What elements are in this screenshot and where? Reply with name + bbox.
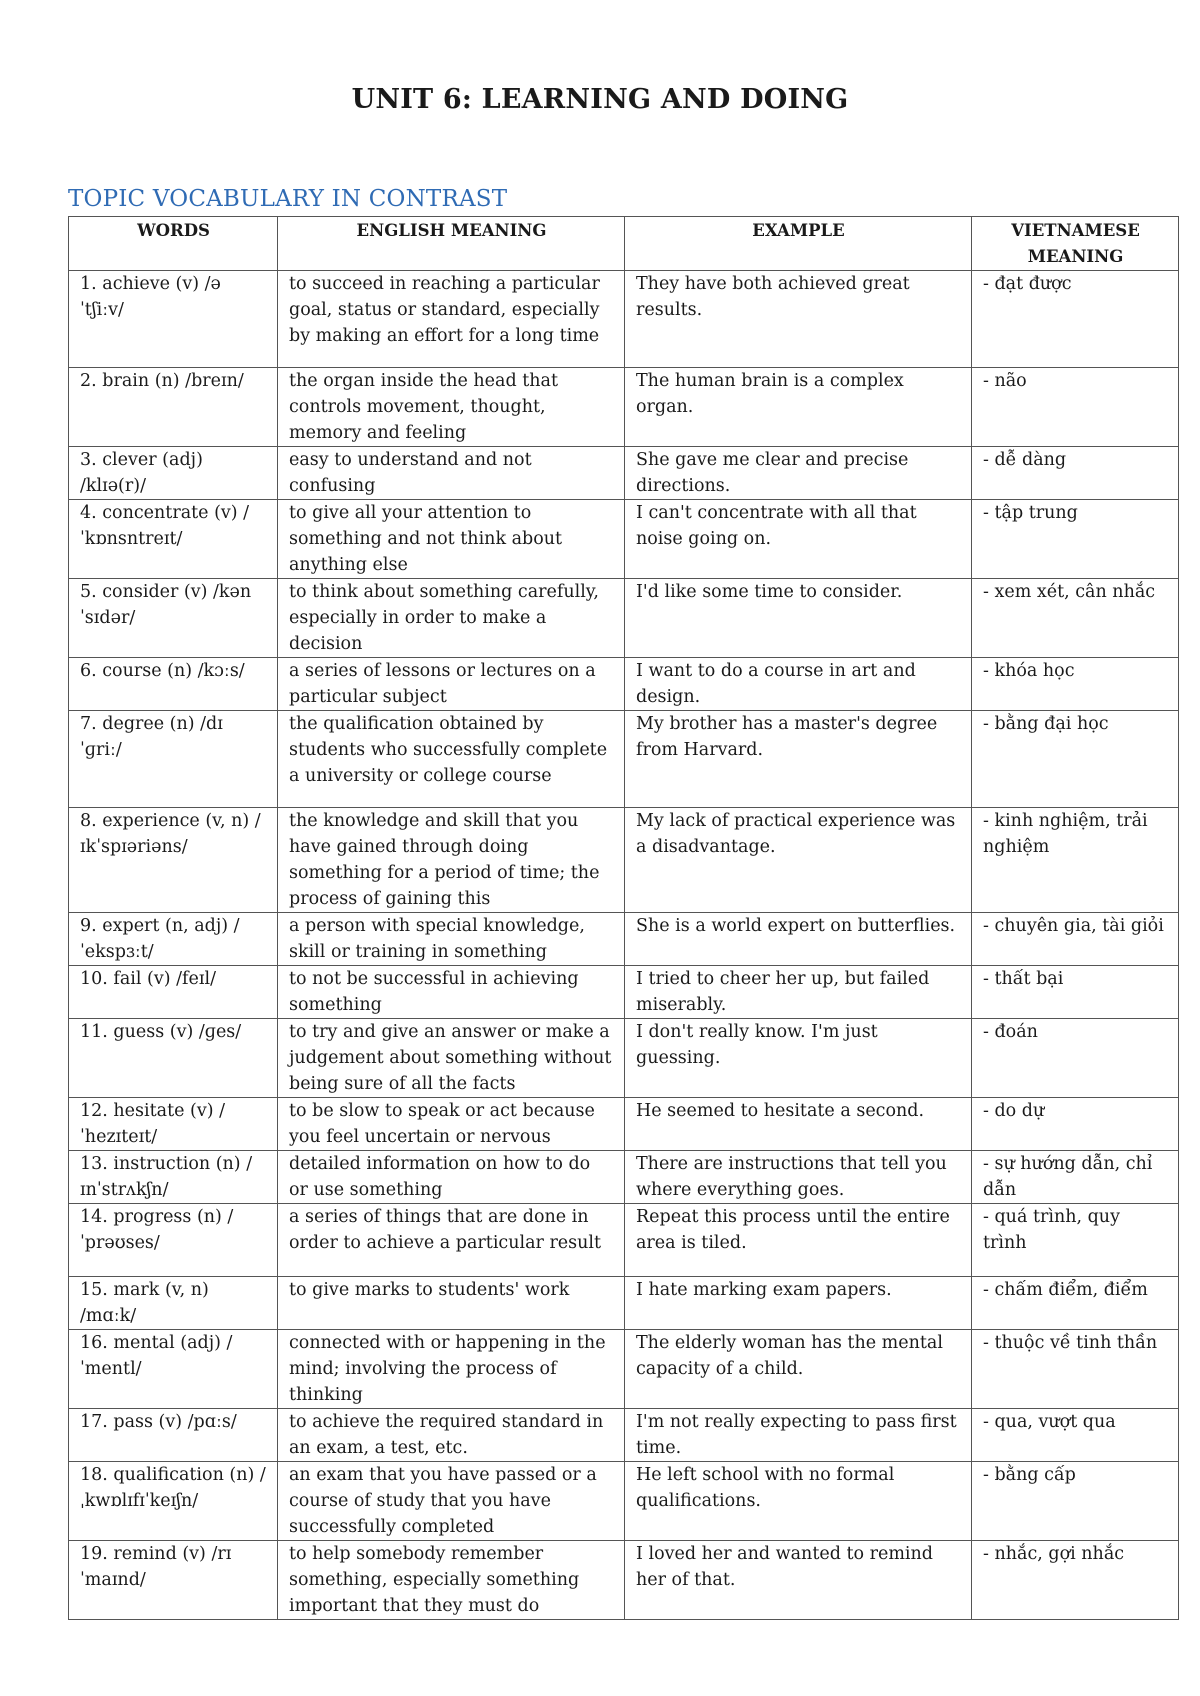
vietnamese-cell: - bằng đại học [972, 711, 1179, 808]
vietnamese-cell: - khóa học [972, 658, 1179, 711]
header-example: EXAMPLE [625, 217, 972, 271]
example-cell: They have both achieved great results. [625, 271, 972, 368]
table-header-row [69, 217, 1179, 271]
vietnamese-cell: - kinh nghiệm, trải nghiệm [972, 808, 1179, 913]
header-words: WORDS [69, 217, 278, 271]
word-cell: 7. degree (n) /dɪ ˈɡriː/ [69, 711, 278, 808]
example-cell: I tried to cheer her up, but failed miserably. [625, 966, 972, 1019]
meaning-cell: a series of lessons or lectures on a particular subject [278, 658, 625, 711]
meaning-cell: connected with or happening in the mind; involving the process of thinking [278, 1330, 625, 1409]
example-cell: He left school with no formal qualifications. [625, 1462, 972, 1541]
vietnamese-cell: - xem xét, cân nhắc [972, 579, 1179, 658]
word-cell: 2. brain (n) /breɪn/ [69, 368, 278, 447]
word-cell: 6. course (n) /kɔːs/ [69, 658, 278, 711]
vietnamese-cell: - thất bại [972, 966, 1179, 1019]
vietnamese-cell: - quá trình, quy trình [972, 1204, 1179, 1277]
page-title: UNIT 6: LEARNING AND DOING [351, 84, 849, 115]
meaning-cell: to be slow to speak or act because you feel uncertain or nervous [278, 1098, 625, 1151]
meaning-cell: a series of things that are done in order to achieve a particular result [278, 1204, 625, 1277]
example-cell: I don't really know. I'm just guessing. [625, 1019, 972, 1098]
meaning-cell: to not be successful in achieving something [278, 966, 625, 1019]
table-row [69, 1151, 1179, 1204]
meaning-cell: the qualification obtained by students who successfully complete a university or college course [278, 711, 625, 808]
example-cell: He seemed to hesitate a second. [625, 1098, 972, 1151]
meaning-cell: to think about something carefully, especially in order to make a decision [278, 579, 625, 658]
example-cell: I loved her and wanted to remind her of that. [625, 1541, 972, 1620]
meaning-cell: to achieve the required standard in an exam, a test, etc. [278, 1409, 625, 1462]
example-cell: I hate marking exam papers. [625, 1277, 972, 1330]
table-row [69, 711, 1179, 808]
vietnamese-cell: - thuộc về tinh thần [972, 1330, 1179, 1409]
word-cell: 9. expert (n, adj) /ˈekspɜːt/ [69, 913, 278, 966]
vocabulary-table [68, 216, 1179, 1620]
word-cell: 3. clever (adj) /klɪə(r)/ [69, 447, 278, 500]
vietnamese-cell: - đạt được [972, 271, 1179, 368]
example-cell: I'd like some time to consider. [625, 579, 972, 658]
meaning-cell: easy to understand and not confusing [278, 447, 625, 500]
vietnamese-cell: - do dự [972, 1098, 1179, 1151]
vietnamese-cell: - sự hướng dẫn, chỉ dẫn [972, 1151, 1179, 1204]
example-cell: I can't concentrate with all that noise going on. [625, 500, 972, 579]
meaning-cell: an exam that you have passed or a course of study that you have successfully completed [278, 1462, 625, 1541]
word-cell: 10. fail (v) /feɪl/ [69, 966, 278, 1019]
table-row [69, 1204, 1179, 1277]
word-cell: 8. experience (v, n) /ɪkˈspɪəriəns/ [69, 808, 278, 913]
meaning-cell: the knowledge and skill that you have gained through doing something for a period of time; the process of gaining this [278, 808, 625, 913]
meaning-cell: to give marks to students' work [278, 1277, 625, 1330]
vietnamese-cell: - đoán [972, 1019, 1179, 1098]
table-row [69, 1277, 1179, 1330]
word-cell: 17. pass (v) /pɑːs/ [69, 1409, 278, 1462]
header-vietnamese-meaning: VIETNAMESE MEANING [972, 217, 1179, 271]
table-row [69, 913, 1179, 966]
table-row [69, 1409, 1179, 1462]
table-row [69, 1098, 1179, 1151]
table-row [69, 579, 1179, 658]
word-cell: 11. guess (v) /ɡes/ [69, 1019, 278, 1098]
table-row [69, 447, 1179, 500]
table-row [69, 1330, 1179, 1409]
table-row [69, 966, 1179, 1019]
word-cell: 14. progress (n) /ˈprəʊses/ [69, 1204, 278, 1277]
meaning-cell: to succeed in reaching a particular goal, status or standard, especially by making an effort for a long time [278, 271, 625, 368]
example-cell: I want to do a course in art and design. [625, 658, 972, 711]
vietnamese-cell: - chuyên gia, tài giỏi [972, 913, 1179, 966]
vietnamese-cell: - bằng cấp [972, 1462, 1179, 1541]
vietnamese-cell: - nhắc, gợi nhắc [972, 1541, 1179, 1620]
example-cell: My lack of practical experience was a disadvantage. [625, 808, 972, 913]
word-cell: 16. mental (adj) /ˈmentl/ [69, 1330, 278, 1409]
meaning-cell: a person with special knowledge, skill or training in something [278, 913, 625, 966]
meaning-cell: to help somebody remember something, especially something important that they must do [278, 1541, 625, 1620]
section-heading: TOPIC VOCABULARY IN CONTRAST [68, 186, 508, 212]
example-cell: The elderly woman has the mental capacity of a child. [625, 1330, 972, 1409]
meaning-cell: to try and give an answer or make a judgement about something without being sure of all the facts [278, 1019, 625, 1098]
meaning-cell: to give all your attention to something and not think about anything else [278, 500, 625, 579]
table-row [69, 658, 1179, 711]
example-cell: She is a world expert on butterflies. [625, 913, 972, 966]
vietnamese-cell: - chấm điểm, điểm [972, 1277, 1179, 1330]
header-english-meaning: ENGLISH MEANING [278, 217, 625, 271]
example-cell: The human brain is a complex organ. [625, 368, 972, 447]
vietnamese-cell: - dễ dàng [972, 447, 1179, 500]
example-cell: She gave me clear and precise directions. [625, 447, 972, 500]
word-cell: 1. achieve (v) /ə ˈtʃiːv/ [69, 271, 278, 368]
word-cell: 5. consider (v) /kənˈsɪdər/ [69, 579, 278, 658]
table-row [69, 1541, 1179, 1620]
meaning-cell: the organ inside the head that controls movement, thought, memory and feeling [278, 368, 625, 447]
table-row [69, 1462, 1179, 1541]
table-row [69, 271, 1179, 368]
example-cell: There are instructions that tell you where everything goes. [625, 1151, 972, 1204]
meaning-cell: detailed information on how to do or use something [278, 1151, 625, 1204]
table-row [69, 808, 1179, 913]
word-cell: 4. concentrate (v) /ˈkɒnsntreɪt/ [69, 500, 278, 579]
word-cell: 13. instruction (n) /ɪnˈstrʌkʃn/ [69, 1151, 278, 1204]
vietnamese-cell: - não [972, 368, 1179, 447]
word-cell: 12. hesitate (v) /ˈhezɪteɪt/ [69, 1098, 278, 1151]
word-cell: 19. remind (v) /rɪ ˈmaɪnd/ [69, 1541, 278, 1620]
example-cell: My brother has a master's degree from Harvard. [625, 711, 972, 808]
table-row [69, 1019, 1179, 1098]
vietnamese-cell: - tập trung [972, 500, 1179, 579]
table-row [69, 368, 1179, 447]
table-row [69, 500, 1179, 579]
word-cell: 18. qualification (n) /ˌkwɒlɪfɪˈkeɪʃn/ [69, 1462, 278, 1541]
example-cell: I'm not really expecting to pass first time. [625, 1409, 972, 1462]
word-cell: 15. mark (v, n) /mɑːk/ [69, 1277, 278, 1330]
vietnamese-cell: - qua, vượt qua [972, 1409, 1179, 1462]
example-cell: Repeat this process until the entire area is tiled. [625, 1204, 972, 1277]
